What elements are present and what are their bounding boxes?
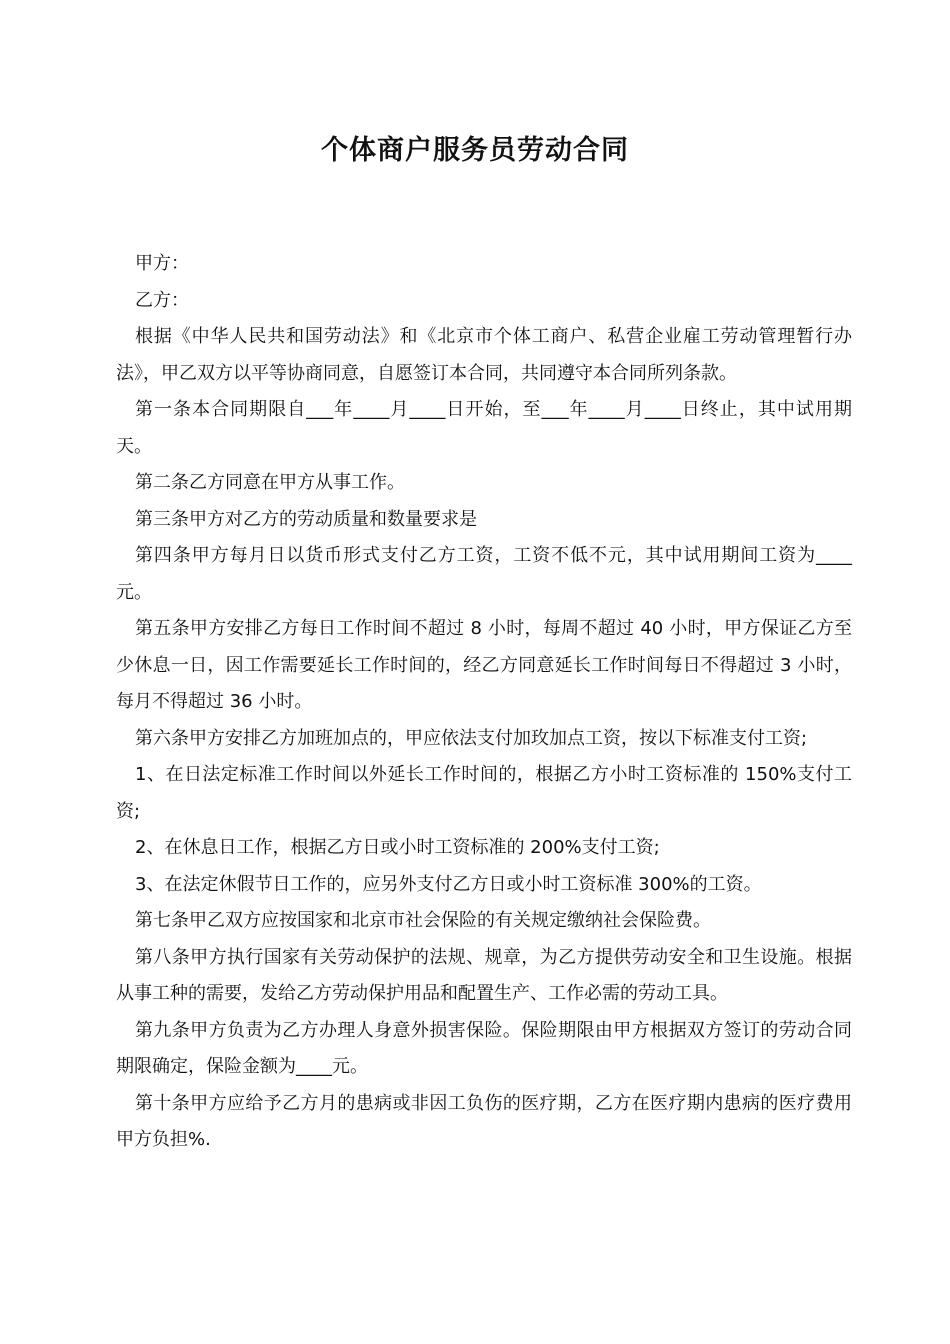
- party-a-line: 甲方：: [135, 253, 189, 274]
- article-1: 第一条本合同期限自___年____月____日开始，至___年____月____日终止，其中试用期天。: [116, 399, 852, 457]
- article-8: 第八条甲方执行国家有关劳动保护的法规、规章，为乙方提供劳动安全和卫生设施。根据从事工种的需要，发给乙方劳动保护用品和配置生产、工作必需的劳动工具。: [116, 946, 852, 1004]
- article-6-item-2: 2、在休息日工作，根据乙方日或小时工资标准的 200%支付工资;: [135, 837, 660, 858]
- document-body: [116, 246, 852, 1159]
- article-10: 第十条甲方应给予乙方月的患病或非因工负伤的医疗期，乙方在医疗期内患病的医疗费用甲方负担%.: [116, 1092, 852, 1150]
- document-title: 个体商户服务员劳动合同: [321, 135, 629, 166]
- article-9: 第九条甲方负责为乙方办理人身意外损害保险。保险期限由甲方根据双方签订的劳动合同期限确定，保险金额为____元。: [116, 1019, 852, 1077]
- preamble-paragraph: 根据《中华人民共和国劳动法》和《北京市个体工商户、私营企业雇工劳动管理暂行办法》，甲乙双方以平等协商同意，自愿签订本合同，共同遵守本合同所列条款。: [116, 326, 852, 384]
- article-5: 第五条甲方安排乙方每日工作时间不超过 8 小时，每周不超过 40 小时，甲方保证乙方至少休息一日，因工作需要延长工作时间的，经乙方同意延长工作时间每日不得超过 3 小时，每月不得超过 36 小时。: [116, 618, 852, 712]
- article-4: 第四条甲方每月日以货币形式支付乙方工资，工资不低不元，其中试用期间工资为____元。: [116, 545, 852, 603]
- party-b-line: 乙方：: [135, 289, 189, 311]
- article-2: 第二条乙方同意在甲方从事工作。: [135, 472, 405, 493]
- article-3: 第三条甲方对乙方的劳动质量和数量要求是: [135, 508, 477, 530]
- article-6-item-3: 3、在法定休假节日工作的，应另外支付乙方日或小时工资标准 300%的工资。: [135, 873, 762, 895]
- article-7: 第七条甲乙双方应按国家和北京市社会保险的有关规定缴纳社会保险费。: [135, 910, 711, 931]
- article-6-item-1: 1、在日法定标准工作时间以外延长工作时间的，根据乙方小时工资标准的 150%支付工资;: [116, 764, 852, 822]
- article-6: 第六条甲方安排乙方加班加点的，甲应依法支付加玫加点工资，按以下标准支付工资;: [135, 727, 808, 749]
